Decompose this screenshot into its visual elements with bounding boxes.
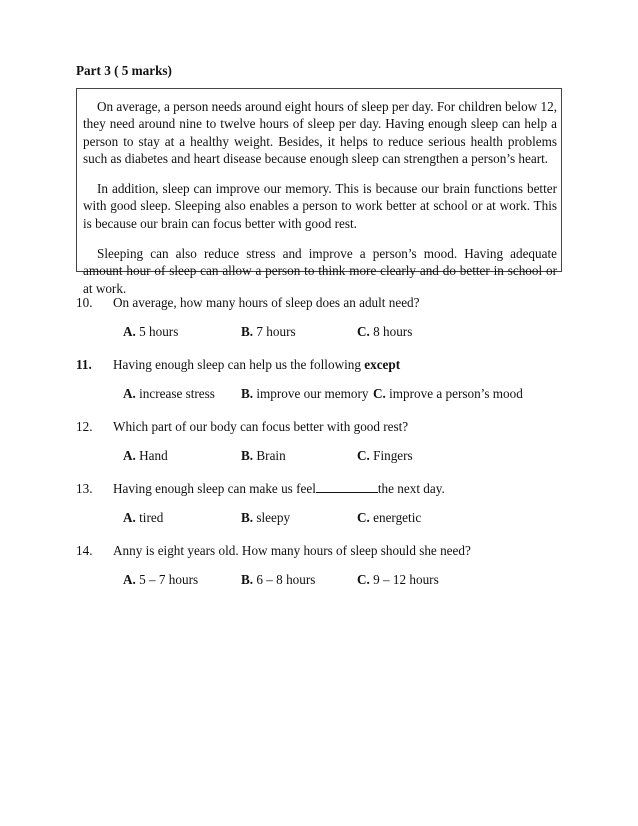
option-text: Hand: [139, 448, 168, 463]
question-text: Anny is eight years old. How many hours of sleep should she need?: [113, 543, 471, 558]
option-c[interactable]: [357, 509, 421, 526]
option-text: Fingers: [373, 448, 413, 463]
option-a[interactable]: [123, 385, 215, 402]
question-number: 13.: [76, 481, 93, 496]
answer-options: [76, 509, 562, 526]
question-text: On average, how many hours of sleep does an adult need?: [113, 295, 420, 310]
option-letter: B.: [241, 324, 254, 339]
option-letter: A.: [123, 448, 136, 463]
answer-blank[interactable]: [316, 480, 378, 493]
option-text: sleepy: [256, 510, 291, 525]
option-b[interactable]: [241, 385, 368, 402]
answer-options: [76, 385, 562, 402]
option-text: improve a person’s mood: [389, 386, 523, 401]
option-letter: B.: [241, 386, 254, 401]
option-c[interactable]: [373, 385, 523, 402]
question-text: Which part of our body can focus better with good rest?: [113, 419, 409, 434]
option-text: 8 hours: [373, 324, 413, 339]
option-text: 7 hours: [256, 324, 296, 339]
question-text-after: the next day.: [377, 481, 445, 496]
option-letter: C.: [357, 448, 370, 463]
question-11: [76, 356, 562, 402]
option-b[interactable]: [241, 509, 290, 526]
option-text: 6 – 8 hours: [256, 572, 316, 587]
option-text: tired: [139, 510, 164, 525]
option-letter: A.: [123, 510, 136, 525]
option-letter: B.: [241, 510, 254, 525]
question-emphasis: except: [364, 357, 401, 372]
question-text: [113, 356, 400, 373]
option-text: 5 – 7 hours: [139, 572, 199, 587]
option-letter: B.: [241, 448, 254, 463]
answer-options: [76, 447, 562, 464]
part-heading: Part 3 ( 5 marks): [76, 63, 172, 78]
option-text: Brain: [256, 448, 286, 463]
option-a[interactable]: [123, 571, 198, 588]
question-number: 12.: [76, 419, 93, 434]
passage-paragraph: On average, a person needs around eight hours of sleep per day. For children below 12, they need around nine to twelve hours of sleep per day. Having enough sleep can help a person to stay at a healthy weight. Besides, it helps to reduce serious health problems such as diabetes and heart disease because enough sleep can strengthen a person’s heart.: [83, 99, 557, 166]
option-a[interactable]: [123, 323, 178, 340]
question-text-main: Having enough sleep can help us the following: [113, 357, 361, 372]
option-letter: C.: [357, 510, 370, 525]
question-number: 11.: [76, 357, 92, 372]
option-b[interactable]: [241, 447, 286, 464]
question-text: [113, 480, 445, 497]
option-a[interactable]: [123, 509, 163, 526]
question-number: 14.: [76, 543, 93, 558]
option-letter: A.: [123, 572, 136, 587]
option-text: increase stress: [139, 386, 215, 401]
question-13: [76, 480, 562, 526]
option-c[interactable]: [357, 571, 439, 588]
answer-options: [76, 571, 562, 588]
option-letter: A.: [123, 324, 136, 339]
question-14: [76, 542, 562, 588]
option-letter: A.: [123, 386, 136, 401]
option-letter: B.: [241, 572, 254, 587]
option-a[interactable]: [123, 447, 168, 464]
option-text: improve our memory: [256, 386, 369, 401]
option-c[interactable]: [357, 323, 412, 340]
reading-passage-box: [76, 88, 562, 296]
question-text-before: Having enough sleep can make us feel: [113, 481, 316, 496]
option-c[interactable]: [357, 447, 413, 464]
option-b[interactable]: [241, 323, 296, 340]
option-b[interactable]: [241, 571, 315, 588]
option-text: 5 hours: [139, 324, 179, 339]
option-letter: C.: [357, 324, 370, 339]
option-text: 9 – 12 hours: [373, 572, 439, 587]
option-text: energetic: [373, 510, 422, 525]
question-12: [76, 418, 562, 464]
question-10: [76, 294, 562, 340]
option-letter: C.: [357, 572, 370, 587]
option-letter: C.: [373, 386, 386, 401]
passage-paragraph: Sleeping can also reduce stress and improve a person’s mood. Having adequate amount hour of sleep can allow a person to think more clearly and do better in school or at work.: [83, 246, 557, 296]
passage-paragraph: In addition, sleep can improve our memory. This is because our brain functions better with good sleep. Sleeping also enables a person to work better at school or at work. This is because our brain can focus better with good rest.: [83, 181, 557, 231]
answer-options: [76, 323, 562, 340]
question-number: 10.: [76, 295, 93, 310]
